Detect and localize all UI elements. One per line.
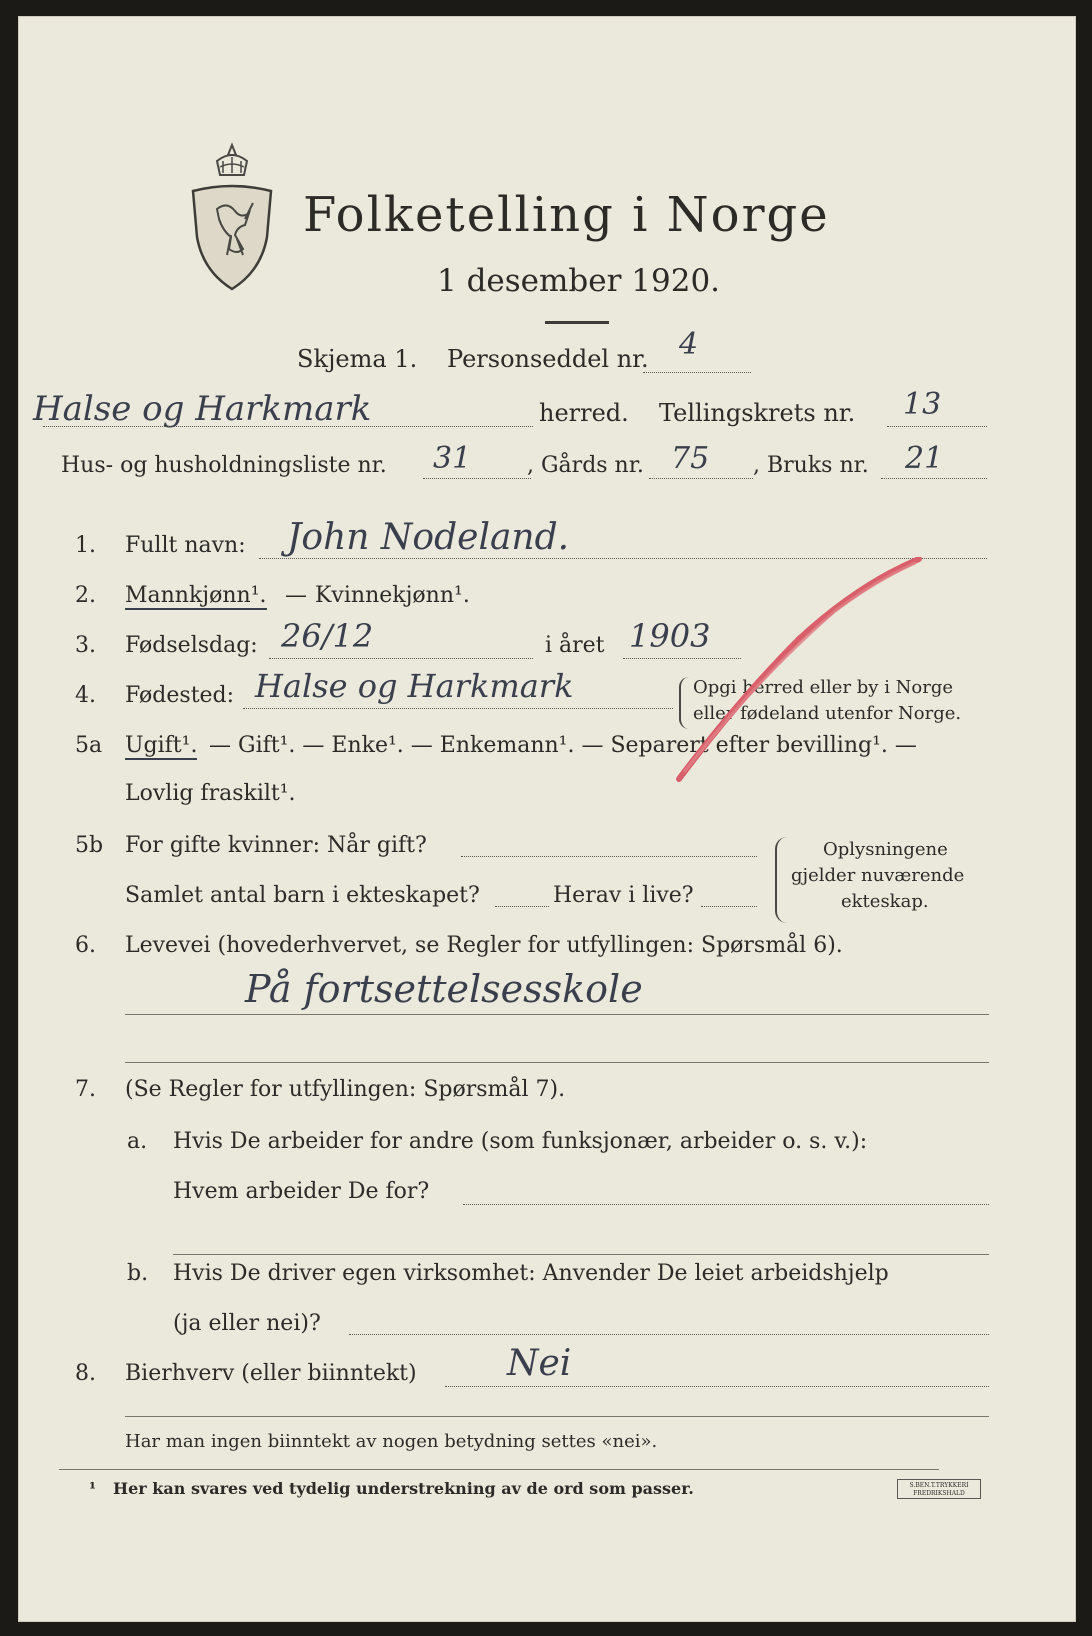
q4-number: 4.: [75, 683, 96, 708]
hus-label: Hus- og husholdningsliste nr.: [61, 453, 387, 478]
birthplace-value[interactable]: Halse og Harkmark: [255, 667, 574, 705]
q8-label: Bierhverv (eller biinntekt): [125, 1361, 417, 1386]
q3-year-label: i året: [545, 633, 605, 658]
footer-note: Har man ingen biinntekt av nogen betydning settes «nei».: [125, 1431, 658, 1452]
skjema-label: Skjema 1.: [297, 345, 418, 373]
tellingskrets-label: Tellingskrets nr.: [659, 399, 856, 427]
gards-value[interactable]: 75: [671, 441, 710, 476]
q5a-number: 5a: [75, 733, 103, 758]
birthday-value[interactable]: 26/12: [281, 617, 374, 655]
q7-number: 7.: [75, 1077, 96, 1102]
q7a-letter: a.: [127, 1129, 148, 1154]
q3-label: Fødselsdag:: [125, 633, 258, 658]
personseddel-value[interactable]: 4: [679, 327, 699, 362]
q5a-divorced-option: Lovlig fraskilt¹.: [125, 781, 296, 806]
q6-label: Levevei (hovederhvervet, se Regler for utfyllingen: Spørsmål 6).: [125, 933, 843, 958]
q6-number: 6.: [75, 933, 96, 958]
male-option[interactable]: Mannkjønn¹.: [125, 583, 267, 608]
unmarried-option[interactable]: Ugift¹.: [125, 733, 198, 758]
q5b-children-label: Samlet antal barn i ekteskapet?: [125, 883, 480, 908]
footnote-text: Her kan svares ved tydelig understrekning av de ord som passer.: [113, 1479, 694, 1498]
q5b-label: For gifte kvinner: Når gift?: [125, 833, 427, 858]
red-cancel-mark: [649, 557, 939, 797]
printer-stamp: S.BEN.T.TRYKKERI FREDRIKSHALD: [897, 1479, 981, 1499]
female-option[interactable]: Kvinnekjønn¹.: [315, 583, 470, 608]
q7b-letter: b.: [127, 1261, 149, 1286]
q5b-note-line2: gjelder nuværende: [791, 865, 965, 886]
footnote-divider: [59, 1469, 939, 1470]
bruks-value[interactable]: 21: [905, 441, 944, 476]
coat-of-arms-icon: [187, 139, 277, 295]
q5b-note-line3: ekteskap.: [841, 891, 929, 912]
gards-label: , Gårds nr.: [527, 453, 644, 478]
herred-value[interactable]: Halse og Harkmark: [33, 389, 372, 429]
census-date: 1 desember 1920.: [437, 263, 721, 299]
full-name-value[interactable]: John Nodeland.: [287, 517, 570, 558]
q1-number: 1.: [75, 533, 96, 558]
q7-label: (Se Regler for utfyllingen: Spørsmål 7).: [125, 1077, 566, 1102]
footnote-mark: ¹: [89, 1479, 97, 1498]
q7a-label: Hvis De arbeider for andre (som funksjonær, arbeider o. s. v.):: [173, 1129, 868, 1154]
census-form: [18, 16, 1076, 1622]
q4-note-line1: Opgi herred eller by i Norge: [693, 677, 954, 698]
tellingskrets-value[interactable]: 13: [903, 387, 942, 422]
side-income-value[interactable]: Nei: [507, 1343, 572, 1384]
hus-value[interactable]: 31: [433, 441, 472, 476]
q7b-yes-no-label: (ja eller nei)?: [173, 1311, 321, 1336]
q2-number: 2.: [75, 583, 96, 608]
q5b-note-line1: Oplysningene: [823, 839, 948, 860]
q1-label: Fullt navn:: [125, 533, 246, 558]
herred-label: herred.: [539, 399, 629, 427]
q4-label: Fødested:: [125, 683, 235, 708]
personseddel-label: Personseddel nr.: [447, 345, 649, 373]
q5b-number: 5b: [75, 833, 104, 858]
occupation-value[interactable]: På fortsettelsesskole: [245, 967, 643, 1011]
q7b-label: Hvis De driver egen virksomhet: Anvender De leiet arbeidshjelp: [173, 1261, 889, 1286]
q2-dash: —: [285, 583, 307, 608]
q4-note-line2: eller fødeland utenfor Norge.: [693, 703, 962, 724]
form-title: Folketelling i Norge: [303, 187, 830, 243]
bruks-label: , Bruks nr.: [753, 453, 869, 478]
birth-year-value[interactable]: 1903: [629, 617, 711, 655]
q7a-employer-label: Hvem arbeider De for?: [173, 1179, 430, 1204]
q8-number: 8.: [75, 1361, 96, 1386]
q3-number: 3.: [75, 633, 96, 658]
q5b-alive-label: Herav i live?: [553, 883, 694, 908]
q5a-other-options: — Gift¹. — Enke¹. — Enkemann¹. — Separert efter bevilling¹. —: [209, 733, 917, 758]
title-divider: [545, 321, 609, 324]
